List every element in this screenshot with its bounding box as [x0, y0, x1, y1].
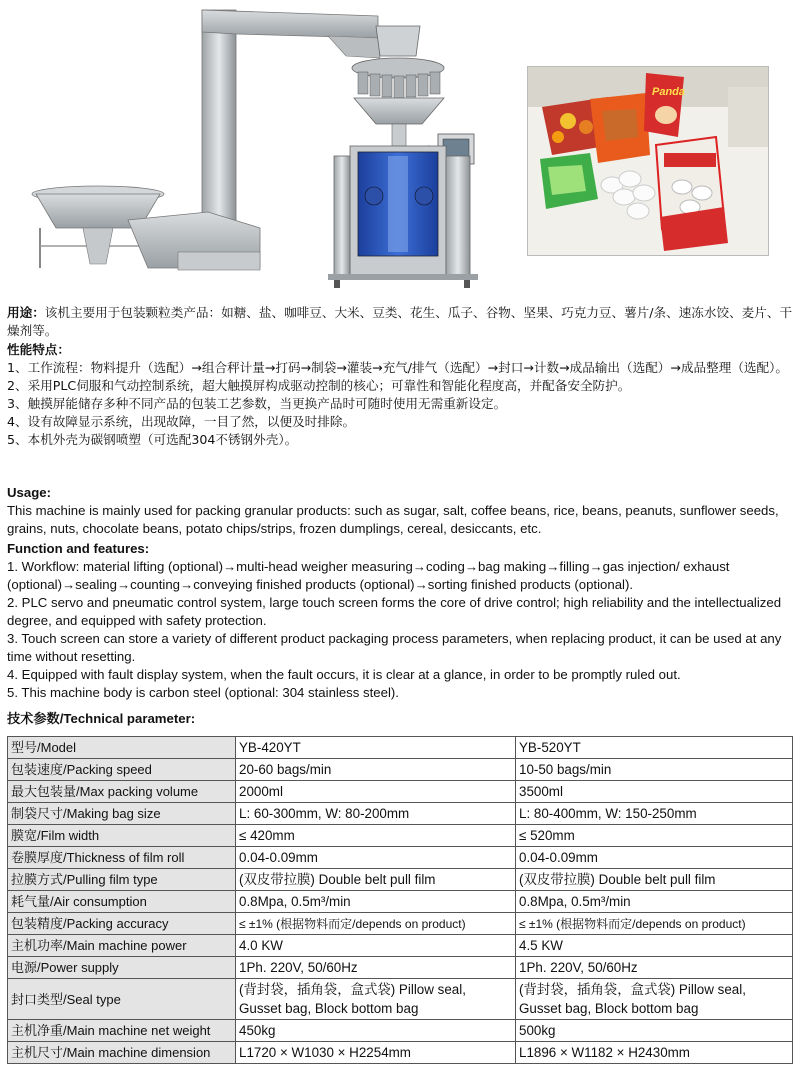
features-en-item: 2. PLC servo and pneumatic control system, large touch screen forms the core of drive control; high reliability and the intellectualized degree, and equipped with safety protection.	[7, 595, 782, 628]
photo-bag-brand: Panda	[652, 86, 686, 98]
model-520-cell: L: 80-400mm, W: 150-250mm	[516, 803, 793, 825]
table-row	[8, 737, 793, 759]
param-name-cell: 型号/Model	[8, 737, 236, 759]
features-cn-item: 5、本机外壳为碳钢喷塑（可选配304不锈钢外壳）。	[7, 432, 298, 447]
model-420-cell: L: 60-300mm, W: 80-200mm	[236, 803, 516, 825]
model-420-cell: 0.8Mpa, 0.5m³/min	[236, 891, 516, 913]
param-name-cell: 耗气量/Air consumption	[8, 891, 236, 913]
table-row	[8, 847, 793, 869]
usage-cn-heading: 用途：	[7, 305, 45, 320]
product-photo	[527, 66, 769, 256]
model-520-cell: 1Ph. 220V, 50/60Hz	[516, 957, 793, 979]
usage-cn-text: 该机主要用于包装颗粒类产品：如糖、盐、咖啡豆、大米、豆类、花生、瓜子、谷物、坚果、巧克力豆、薯片/条、速冻水饺、麦片、干燥剂等。	[7, 305, 793, 338]
param-name-cell: 包装精度/Packing accuracy	[8, 913, 236, 935]
model-520-cell: ≤ 520mm	[516, 825, 793, 847]
features-cn-item: 4、设有故障显示系统，出现故障，一目了然，以便及时排除。	[7, 414, 356, 429]
model-420-cell: ≤ ±1% (根据物料而定/depends on product)	[236, 913, 516, 935]
table-row	[8, 891, 793, 913]
param-name-cell: 拉膜方式/Pulling film type	[8, 869, 236, 891]
table-row	[8, 1020, 793, 1042]
table-row	[8, 869, 793, 891]
features-en-item: 5. This machine body is carbon steel (optional: 304 stainless steel).	[7, 685, 399, 700]
model-420-cell: YB-420YT	[236, 737, 516, 759]
features-cn-item: 3、触摸屏能储存多种不同产品的包装工艺参数，当更换产品时可随时使用无需重新设定。	[7, 396, 507, 411]
usage-en	[7, 484, 795, 538]
param-name-cell: 制袋尺寸/Making bag size	[8, 803, 236, 825]
features-en-item: 4. Equipped with fault display system, when the fault occurs, it is clear at a glance, in order to be promptly ruled out.	[7, 667, 681, 682]
table-row	[8, 1042, 793, 1064]
model-520-cell: 0.8Mpa, 0.5m³/min	[516, 891, 793, 913]
param-name-cell: 膜宽/Film width	[8, 825, 236, 847]
param-name-cell: 主机尺寸/Main machine dimension	[8, 1042, 236, 1064]
features-cn-item: 1、工作流程：物料提升（选配）→组合秤计量→打码→制袋→灌装→充气/排气（选配）→封口→计数→成品输出（选配）→成品整理（选配）。	[7, 360, 788, 375]
model-420-cell: 4.0 KW	[236, 935, 516, 957]
table-row	[8, 759, 793, 781]
model-520-cell: YB-520YT	[516, 737, 793, 759]
table-row	[8, 935, 793, 957]
usage-en-text: This machine is mainly used for packing granular products: such as sugar, salt, coffee beans, rice, beans, peanuts, sunflower seeds, grains, nuts, chocolate beans, potato chips/strips, frozen dumplings, cereal, desiccants, etc.	[7, 503, 779, 536]
machine-illustration	[28, 6, 488, 291]
model-520-cell: 0.04-0.09mm	[516, 847, 793, 869]
model-520-cell: L1896 × W1182 × H2430mm	[516, 1042, 793, 1064]
features-en-item: 1. Workflow: material lifting (optional)→multi-head weigher measuring→coding→bag making→filling→gas injection/ exhaust (optional)→sealing→counting→conveying finished products (optional)→sorting finished products (optional).	[7, 559, 730, 592]
model-520-cell: (双皮带拉膜) Double belt pull film	[516, 869, 793, 891]
model-520-cell: 3500ml	[516, 781, 793, 803]
model-420-cell: 0.04-0.09mm	[236, 847, 516, 869]
tech-heading-text: 技术参数/Technical parameter:	[7, 711, 196, 726]
param-name-cell: 包装速度/Packing speed	[8, 759, 236, 781]
param-name-cell: 封口类型/Seal type	[8, 979, 236, 1020]
model-520-cell: 10-50 bags/min	[516, 759, 793, 781]
usage-en-heading: Usage:	[7, 485, 51, 500]
tech-parameter-heading	[7, 710, 795, 728]
features-cn-item: 2、采用PLC伺服和气动控制系统，超大触摸屏构成驱动控制的核心；可靠性和智能化程度高，并配备安全防护。	[7, 378, 631, 393]
table-row	[8, 781, 793, 803]
model-420-cell: (背封袋，插角袋，盒式袋) Pillow seal, Gusset bag, Block bottom bag	[236, 979, 516, 1020]
features-en	[7, 540, 795, 702]
table-row	[8, 913, 793, 935]
model-420-cell: L1720 × W1030 × H2254mm	[236, 1042, 516, 1064]
model-420-cell: (双皮带拉膜) Double belt pull film	[236, 869, 516, 891]
model-520-cell: (背封袋，插角袋，盒式袋) Pillow seal, Gusset bag, Block bottom bag	[516, 979, 793, 1020]
param-name-cell: 电源/Power supply	[8, 957, 236, 979]
param-name-cell: 卷膜厚度/Thickness of film roll	[8, 847, 236, 869]
table-row	[8, 979, 793, 1020]
features-en-item: 3. Touch screen can store a variety of different product packaging process parameters, when replacing product, it can be used at any time without resetting.	[7, 631, 782, 664]
usage-cn	[7, 304, 795, 340]
model-520-cell: 500kg	[516, 1020, 793, 1042]
model-520-cell: 4.5 KW	[516, 935, 793, 957]
model-420-cell: 1Ph. 220V, 50/60Hz	[236, 957, 516, 979]
features-en-heading: Function and features:	[7, 541, 150, 556]
model-420-cell: 20-60 bags/min	[236, 759, 516, 781]
model-420-cell: 450kg	[236, 1020, 516, 1042]
table-row	[8, 957, 793, 979]
model-420-cell: ≤ 420mm	[236, 825, 516, 847]
features-cn	[7, 341, 795, 449]
model-520-cell: ≤ ±1% (根据物料而定/depends on product)	[516, 913, 793, 935]
table-row	[8, 825, 793, 847]
table-row	[8, 803, 793, 825]
model-420-cell: 2000ml	[236, 781, 516, 803]
param-name-cell: 主机功率/Main machine power	[8, 935, 236, 957]
param-name-cell: 主机净重/Main machine net weight	[8, 1020, 236, 1042]
param-name-cell: 最大包装量/Max packing volume	[8, 781, 236, 803]
technical-parameter-table	[7, 736, 793, 1064]
features-cn-heading: 性能特点：	[7, 342, 70, 357]
